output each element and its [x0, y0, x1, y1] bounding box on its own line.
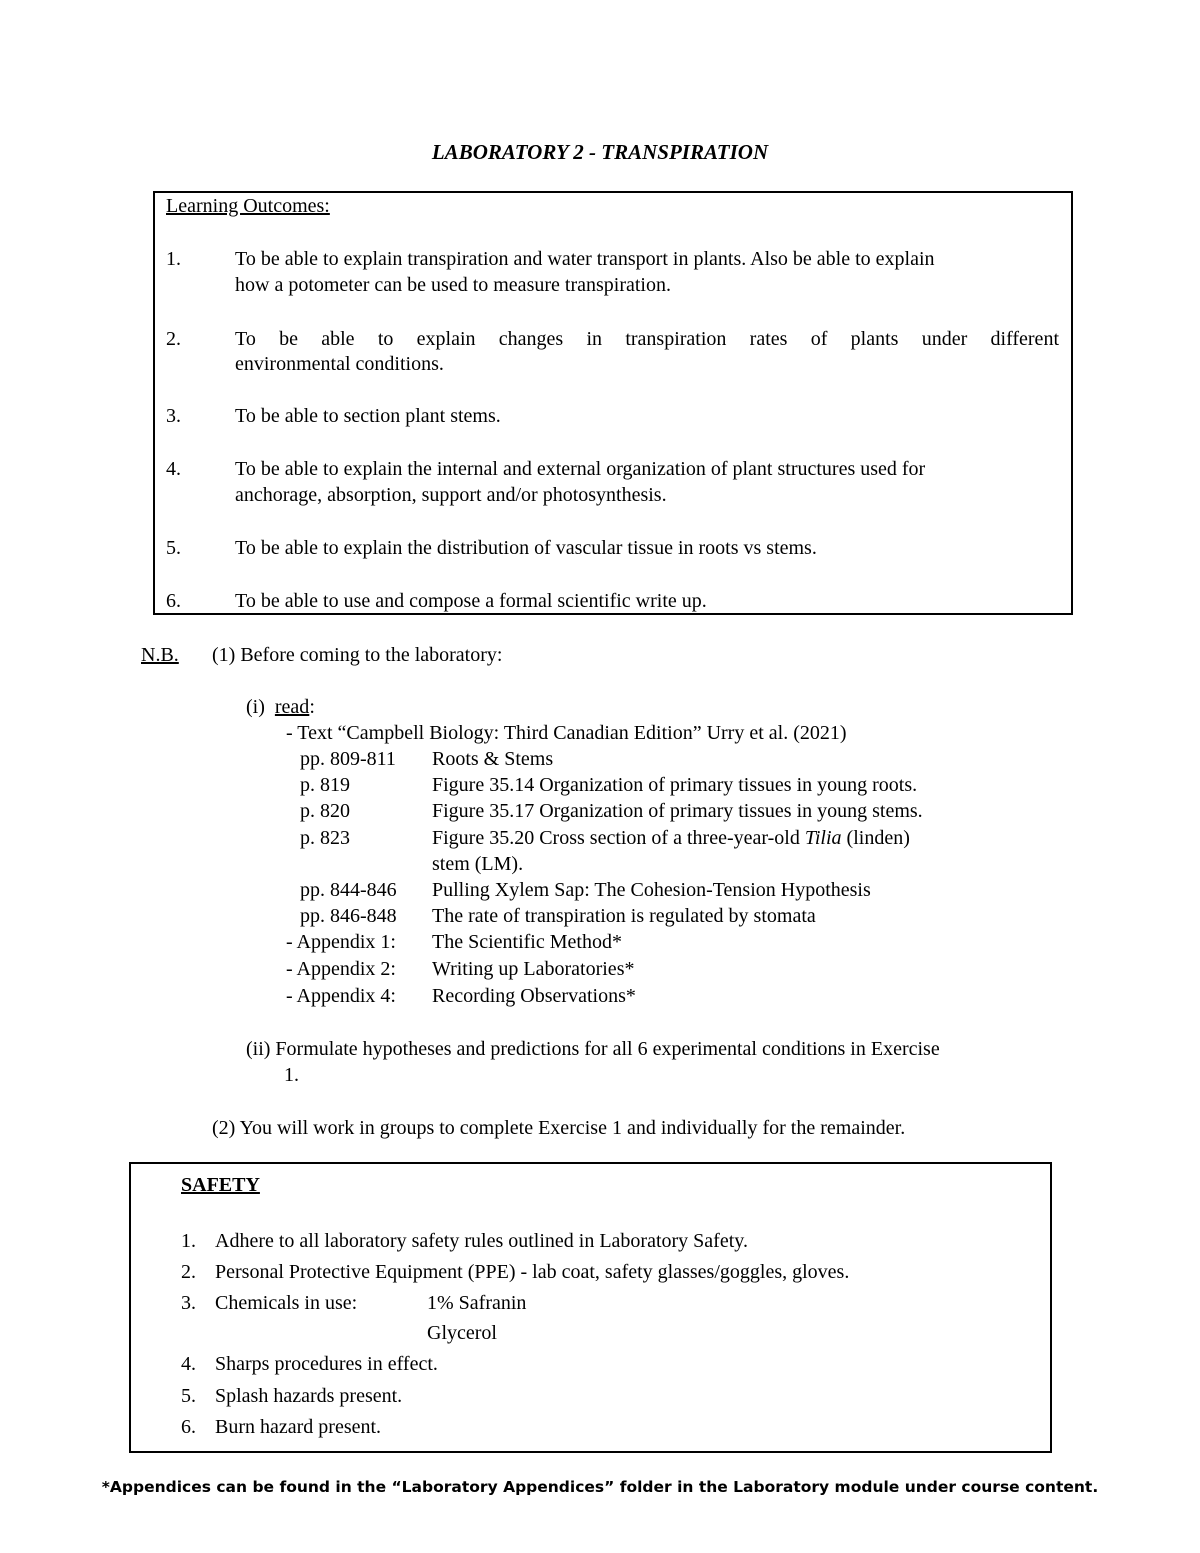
outcome-number: 3.	[166, 405, 181, 427]
safety-text: Personal Protective Equipment (PPE) - lab coat, safety glasses/goggles, gloves.	[215, 1261, 850, 1283]
appendix-label: - Appendix 1:	[286, 931, 396, 953]
page-desc	[432, 827, 910, 850]
textbook-reference: - Text “Campbell Biology: Third Canadian Edition” Urry et al. (2021)	[286, 722, 847, 744]
page-desc: stem (LM).	[432, 853, 524, 875]
appendix-label: - Appendix 4:	[286, 985, 396, 1007]
species-name: Tilia	[804, 827, 842, 849]
page-desc: Figure 35.14 Organization of primary tissues in young roots.	[432, 774, 918, 796]
safety-number: 1.	[181, 1230, 196, 1252]
outcome-text: To be able to explain transpiration and water transport in plants. Also be able to explain	[235, 248, 935, 270]
outcome-text: To be able to section plant stems.	[235, 405, 501, 427]
page-desc: Pulling Xylem Sap: The Cohesion-Tension Hypothesis	[432, 879, 871, 901]
page-title: LABORATORY 2 - TRANSPIRATION	[431, 140, 769, 164]
outcome-text: how a potometer can be used to measure transpiration.	[235, 274, 671, 296]
hypotheses-item: 1.	[284, 1064, 299, 1086]
nb-label: N.B.	[141, 644, 179, 666]
chemical-name: 1% Safranin	[427, 1292, 527, 1314]
safety-text: Adhere to all laboratory safety rules outlined in Laboratory Safety.	[215, 1230, 748, 1252]
page-ref: pp. 809-811	[300, 748, 396, 770]
page-ref: p. 820	[300, 800, 350, 822]
safety-number: 4.	[181, 1353, 196, 1375]
outcome-text: environmental conditions.	[235, 353, 444, 375]
page-desc: Figure 35.17 Organization of primary tissues in young stems.	[432, 800, 923, 822]
hypotheses-item: (ii) Formulate hypotheses and predictions for all 6 experimental conditions in Exercise	[246, 1038, 940, 1060]
page-desc: The rate of transpiration is regulated by stomata	[432, 905, 816, 927]
safety-text: Chemicals in use:	[215, 1292, 358, 1314]
read-label: read	[274, 696, 310, 718]
page-ref: p. 823	[300, 827, 350, 849]
outcome-text: To be able to explain changes in transpiration rates of plants under different	[235, 328, 1059, 350]
appendices-footnote: *Appendices can be found in the “Laboratory Appendices” folder in the Laboratory module under course content.	[101, 1478, 1099, 1496]
chemical-name: Glycerol	[427, 1322, 497, 1344]
outcome-text: To be able to explain the distribution of vascular tissue in roots vs stems.	[235, 537, 817, 559]
outcome-text: To be able to use and compose a formal scientific write up.	[235, 590, 707, 612]
outcome-number: 5.	[166, 537, 181, 559]
safety-number: 3.	[181, 1292, 196, 1314]
page-desc-text: (linden)	[841, 827, 910, 849]
safety-text: Sharps procedures in effect.	[215, 1353, 438, 1375]
outcome-text: anchorage, absorption, support and/or photosynthesis.	[235, 484, 667, 506]
outcome-number: 1.	[166, 248, 181, 270]
outcome-number: 2.	[166, 328, 181, 350]
read-colon: :	[309, 696, 315, 718]
page-ref: p. 819	[300, 774, 350, 796]
page-desc: Roots & Stems	[432, 748, 554, 770]
appendix-desc: The Scientific Method*	[432, 931, 622, 953]
appendix-label: - Appendix 2:	[286, 958, 396, 980]
page-desc-text: Figure 35.20 Cross section of a three-year-old	[432, 827, 805, 849]
safety-text: Splash hazards present.	[215, 1385, 403, 1407]
read-item	[246, 696, 315, 719]
nb-point-2: (2) You will work in groups to complete Exercise 1 and individually for the remainder.	[212, 1117, 906, 1139]
outcome-number: 4.	[166, 458, 181, 480]
outcome-number: 6.	[166, 590, 181, 612]
appendix-desc: Writing up Laboratories*	[432, 958, 635, 980]
safety-heading: SAFETY	[181, 1174, 260, 1196]
safety-text: Burn hazard present.	[215, 1416, 382, 1438]
page-ref: pp. 844-846	[300, 879, 397, 901]
safety-number: 6.	[181, 1416, 196, 1438]
safety-number: 2.	[181, 1261, 196, 1283]
outcome-text: To be able to explain the internal and external organization of plant structures used for	[235, 458, 926, 480]
nb-point-1: (1) Before coming to the laboratory:	[212, 644, 503, 666]
read-prefix: (i)	[246, 696, 265, 718]
appendix-desc: Recording Observations*	[432, 985, 636, 1007]
learning-outcomes-heading: Learning Outcomes:	[166, 195, 330, 217]
page-ref: pp. 846-848	[300, 905, 397, 927]
safety-number: 5.	[181, 1385, 196, 1407]
